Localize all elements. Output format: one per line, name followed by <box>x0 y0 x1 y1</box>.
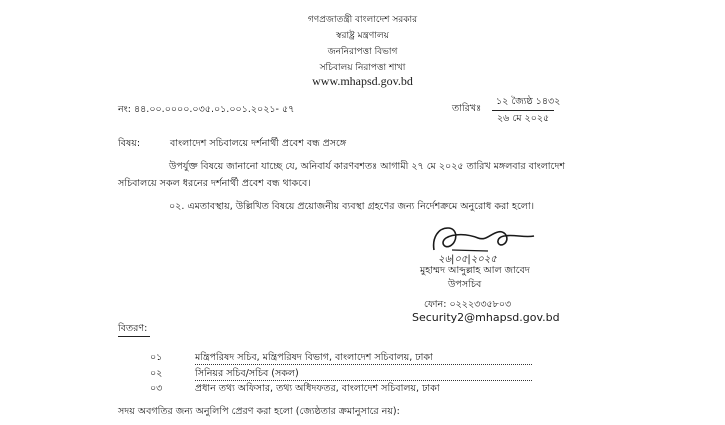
distribution-item-3-num: ০৩ <box>150 383 163 394</box>
signatory-phone: ফোন: ০২২২৩৩৫৮০৩ <box>424 299 512 310</box>
subject-text: বাংলাদেশ সচিবালয়ে দর্শনার্থী প্রবেশ বন্ধ প্রসঙ্গে <box>170 138 347 149</box>
signatory-name: মুহাম্মদ আব্দুল্লাহ আল জাবেদ <box>420 265 530 276</box>
ministry-name: স্বরাষ্ট্র মন্ত্রণালয় <box>336 31 389 41</box>
distribution-label: বিতরণ: <box>118 323 148 334</box>
website-link[interactable]: www.mhapsd.gov.bd <box>312 74 413 88</box>
distribution-item-1-dotline <box>195 364 532 365</box>
copy-note: সদয় অবগতির জন্য অনুলিপি প্রেরণ করা হলো (জ্যেষ্ঠতার ক্রমানুসারে নয়): <box>118 406 400 417</box>
body-paragraph-1-line-1: উপর্যুক্ত বিষয়ে জানানো যাচ্ছে যে, অনিবার্য কারণবশতঃ আগামী ২৭ মে ২০২৫ তারিখ মঙ্গলবার বাংলাদেশ <box>169 161 565 172</box>
date-divider <box>492 110 554 111</box>
distribution-item-2-text: সিনিয়র সচিব/সচিব (সকল) <box>195 368 299 379</box>
division-name: জননিরাপত্তা বিভাগ <box>327 47 398 57</box>
distribution-label-underline <box>118 336 150 337</box>
subject-label: বিষয়: <box>118 138 141 149</box>
handwritten-date: ২৬|০৫|২০২৫ <box>438 254 497 265</box>
body-paragraph-2: ০২. এমতাবস্থায়, উল্লিখিত বিষয়ে প্রয়োজনীয় ব্যবস্থা গ্রহণের জন্য নির্দেশক্রমে অনুরোধ করা হলো। <box>169 201 535 212</box>
memo-number: নং: ৪৪.০০.০০০০.০৩৫.০১.০০১.২০২১- ৫৭ <box>118 104 295 115</box>
distribution-item-1-text: মন্ত্রিপরিষদ সচিব, মন্ত্রিপরিষদ বিভাগ, বাংলাদেশ সচিবালয়, ঢাকা <box>195 352 433 363</box>
date-label: তারিখঃ <box>452 103 482 114</box>
govt-title: গণপ্রজাতন্ত্রী বাংলাদেশ সরকার <box>307 15 418 25</box>
distribution-item-2-dotline <box>195 380 532 381</box>
section-name: সচিবালয় নিরাপত্তা শাখা <box>319 63 406 73</box>
date-bangla: ১২ জ্যৈষ্ঠ ১৪৩২ <box>496 96 561 107</box>
distribution-item-3-text: প্রধান তথ্য অফিসার, তথ্য অধিদফতর, বাংলাদেশ সচিবালয়, ঢাকা <box>195 383 440 394</box>
body-paragraph-1-line-2: সচিবালয়ে সকল ধরনের দর্শনার্থী প্রবেশ বন্ধ থাকবে। <box>118 178 311 189</box>
signatory-designation: উপসচিব <box>448 279 482 290</box>
date-english: ২৬ মে ২০২৫ <box>497 113 550 124</box>
distribution-item-2-num: ০২ <box>150 368 163 379</box>
signatory-email[interactable]: Security2@mhapsd.gov.bd <box>412 311 560 324</box>
distribution-item-1-num: ০১ <box>150 352 163 363</box>
